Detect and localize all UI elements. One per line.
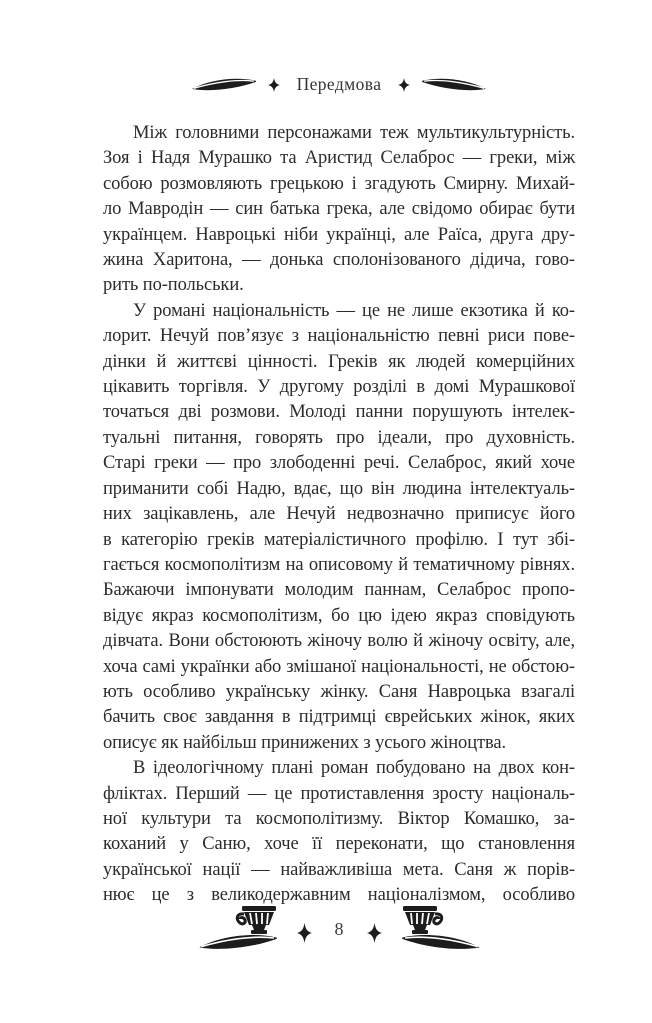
diamond-sparkle-icon bbox=[398, 78, 410, 92]
text-line: Старі греки — про злободенні речі. Селаброс, який хоче bbox=[103, 453, 575, 474]
diamond-sparkle-icon bbox=[268, 78, 280, 92]
footer-ornament-right bbox=[395, 902, 487, 952]
paragraph bbox=[103, 299, 575, 756]
leaf-flourish-icon bbox=[192, 932, 284, 952]
text-line: цікавить торгівля. У другому розділі в домі Мурашкової bbox=[103, 377, 575, 398]
page-header bbox=[103, 74, 575, 95]
paragraph bbox=[103, 121, 575, 299]
text-line: лорит. Нечуй пов’язує з національністю певні риси пове- bbox=[103, 326, 575, 347]
leaf-flourish-icon bbox=[421, 76, 487, 93]
text-line: відує якраз космополітизм, бо цю ідею якраз сповідують bbox=[103, 605, 575, 626]
text-line: в категорію греків матеріалістичного профілю. І тут збі- bbox=[103, 529, 575, 550]
text-line: жина Харитона, — донька сполонізованого дідича, гово- bbox=[103, 250, 575, 271]
text-line: українцем. Навроцькі ніби українці, але Раїса, друга дру- bbox=[103, 224, 575, 245]
text-line: ло Мавродін — син батька грека, але свідомо обирає бути bbox=[103, 199, 575, 220]
footer-ornament-left bbox=[192, 902, 284, 952]
text-line: коханий у Саню, хоче її переконати, що становлення bbox=[103, 834, 575, 855]
text-line: гається космополітизм на описовому й тематичному рівнях. bbox=[103, 554, 575, 575]
text-line: хоча самі українки або змішаної національності, не обстою- bbox=[103, 656, 575, 677]
text-block bbox=[103, 121, 575, 909]
text-line: Між головними персонажами теж мультикультурність. bbox=[133, 123, 575, 143]
diamond-sparkle-icon bbox=[367, 923, 382, 943]
text-line: Зоя і Надя Мурашко та Аристид Селаброс — греки, між bbox=[103, 148, 575, 169]
paragraph bbox=[103, 756, 575, 908]
text-line: дівчата. Вони обстоюють жіночу волю й жіночу освіту, але, bbox=[103, 631, 575, 652]
diamond-sparkle-icon bbox=[297, 923, 312, 943]
page-footer bbox=[103, 902, 575, 952]
text-line: туальні питання, говорять про ідеали, про духовність. bbox=[103, 427, 575, 448]
text-line: точаться дві розмови. Молоді панни порушують інтелек- bbox=[103, 402, 575, 423]
leaf-flourish-icon bbox=[191, 76, 257, 93]
text-line: У романі національність — це не лише екзотика й ко- bbox=[133, 300, 575, 321]
text-line: нює це з великодержавним націоналізмом, особливо bbox=[103, 885, 575, 906]
text-line: бачить своє завдання в підтримці єврейських жінок, яких bbox=[103, 707, 575, 728]
text-line: ють особливо українську жінку. Саня Навроцька взагалі bbox=[103, 681, 575, 702]
text-line: В ідеологічному плані роман побудовано на двох кон- bbox=[133, 758, 575, 779]
text-line: дінки й життєві цінності. Греків як людей комерційних bbox=[103, 351, 575, 372]
leaf-flourish-icon bbox=[395, 932, 487, 952]
page-number: 8 bbox=[334, 918, 344, 939]
text-line: Бажаючи імпонувати молодим паннам, Селаброс пропо- bbox=[103, 580, 575, 601]
text-line: описує як найбільш принижених з усього жіноцтва. bbox=[103, 732, 507, 753]
text-line: фліктах. Перший — це протиставлення зросту національ- bbox=[103, 783, 575, 804]
text-line: приманити собі Надю, вдає, що він людина інтелектуаль- bbox=[103, 478, 575, 499]
text-line: рить по-польськи. bbox=[103, 275, 244, 296]
text-line: ної культури та космополітизму. Віктор Комашко, за- bbox=[103, 808, 575, 829]
page-title: Передмова bbox=[296, 74, 382, 94]
text-line: собою розмовляють грецькою і згадують Смирну. Михай- bbox=[103, 173, 575, 194]
text-line: української нації — найважливіша мета. Саня ж порів- bbox=[103, 859, 575, 880]
text-line: них зацікавлень, але Нечуй недвозначно приписує його bbox=[103, 504, 575, 525]
